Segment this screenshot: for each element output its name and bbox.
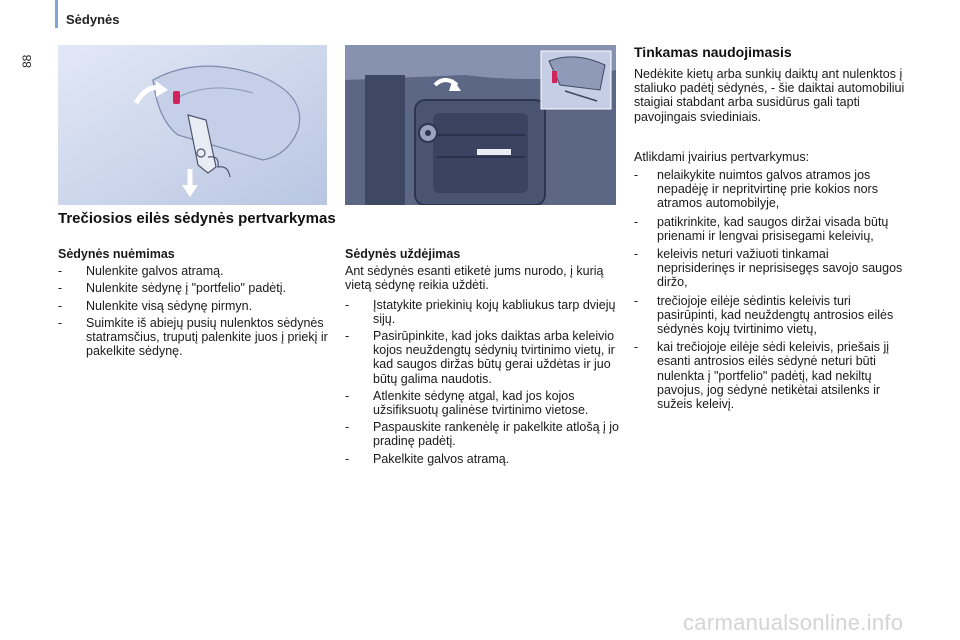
bullet-dash: -	[634, 340, 639, 355]
bullet-dash: -	[634, 168, 639, 183]
list-item: - Pakelkite galvos atramą.	[345, 451, 510, 466]
list-item: - Suimkite iš abiejų pusių nulenktos sėdynės statramsčius, truputį palenkite juos į priekį ir pakelkite sėdynę.	[58, 315, 328, 359]
seat-fold-icon	[58, 45, 327, 205]
list-item: - Pasirūpinkite, kad joks daiktas arba keleivio kojos neuždengtų sėdynių tvirtinimo vietų, ir kad saugos diržas būtų gerai uždėtas ir juo būtų galima naudotis.	[345, 329, 615, 386]
section-title: Sėdynės	[66, 12, 120, 27]
list-item: - Nulenkite galvos atramą.	[58, 264, 224, 279]
bullet-dash: -	[345, 420, 350, 435]
removal-section	[58, 247, 328, 361]
page-accent-bar	[55, 0, 58, 28]
list-item: - trečiojoje eilėje sėdintis keleivis turi pasirūpinti, kad neuždengtų antrosios eilės sėdynės kojų tvirtinimo vietų,	[634, 293, 894, 337]
bullet-dash: -	[58, 264, 63, 279]
main-heading: Trečiosios eilės sėdynės pertvarkymas	[58, 210, 336, 227]
bullet-dash: -	[345, 329, 350, 344]
bullet-dash: -	[345, 297, 350, 312]
bullet-dash: -	[58, 315, 63, 330]
bullet-dash: -	[634, 214, 639, 229]
bullet-dash: -	[58, 281, 63, 296]
list-item: - Atlenkite sėdynę atgal, kad jos kojos užsifiksuotų galinėse tvirtinimo vietose.	[345, 388, 589, 418]
seat-anchor-illustration	[345, 45, 616, 205]
watermark-text: carmanualsonline.info	[683, 610, 904, 635]
removal-title: Sėdynės nuėmimas	[58, 247, 175, 261]
list-item: - patikrinkite, kad saugos diržai visada būtų prienami ir lengvai prisisegami keleivių,	[634, 214, 889, 243]
aside-intro: Atlikdami įvairius pertvarkymus:	[634, 149, 810, 164]
aside-heading: Tinkamas naudojimasis	[634, 44, 792, 60]
install-title: Sėdynės uždėjimas	[345, 247, 461, 261]
aside-paragraph: Nedėkite kietų arba sunkių daiktų ant nulenktos į staliuko padėtį sėdynės, - šie daiktai automobiliui staigiai stabdant arba susidūrus gali tapti pavojingais sviediniais.	[634, 67, 905, 124]
list-item: - kai trečiojoje eilėje sėdi keleivis, priešais jį esanti antrosios eilės sėdynė neturi būti nulenkta į "portfelio" padėtį, kad nekiltų pavojus, jog sėdynė netikėtai atsilenks ir sužeis keleivį.	[634, 340, 890, 412]
bullet-dash: -	[345, 451, 350, 466]
bullet-dash: -	[634, 293, 639, 308]
seat-fold-illustration	[58, 45, 327, 205]
bullet-dash: -	[58, 298, 63, 313]
list-item: - Nulenkite sėdynę į "portfelio" padėtį.	[58, 281, 286, 296]
seat-anchor-icon	[345, 45, 616, 205]
list-item: - Nulenkite visą sėdynę pirmyn.	[58, 298, 253, 313]
install-intro: Ant sėdynės esanti etiketė jums nurodo, į kurią vietą sėdynę reikia uždėti.	[345, 264, 604, 293]
list-item: - nelaikykite nuimtos galvos atramos jos nepadėję ir nepritvirtinę prie kokios nors atramos automobilyje,	[634, 168, 878, 211]
aside-section	[621, 67, 907, 415]
list-item: - Įstatykite priekinių kojų kabliukus tarp dviejų sijų.	[345, 297, 616, 326]
page-number: 88	[20, 54, 34, 68]
install-section	[345, 247, 620, 469]
list-item: - Paspauskite rankenėlę ir pakelkite atlošą į jo pradinę padėtį.	[345, 420, 619, 449]
list-item: - keleivis neturi važiuoti tinkamai neprisiderinęs ir neprisisegęs savojo saugos diržo,	[634, 247, 903, 290]
bullet-dash: -	[634, 247, 639, 262]
bullet-dash: -	[345, 388, 350, 403]
